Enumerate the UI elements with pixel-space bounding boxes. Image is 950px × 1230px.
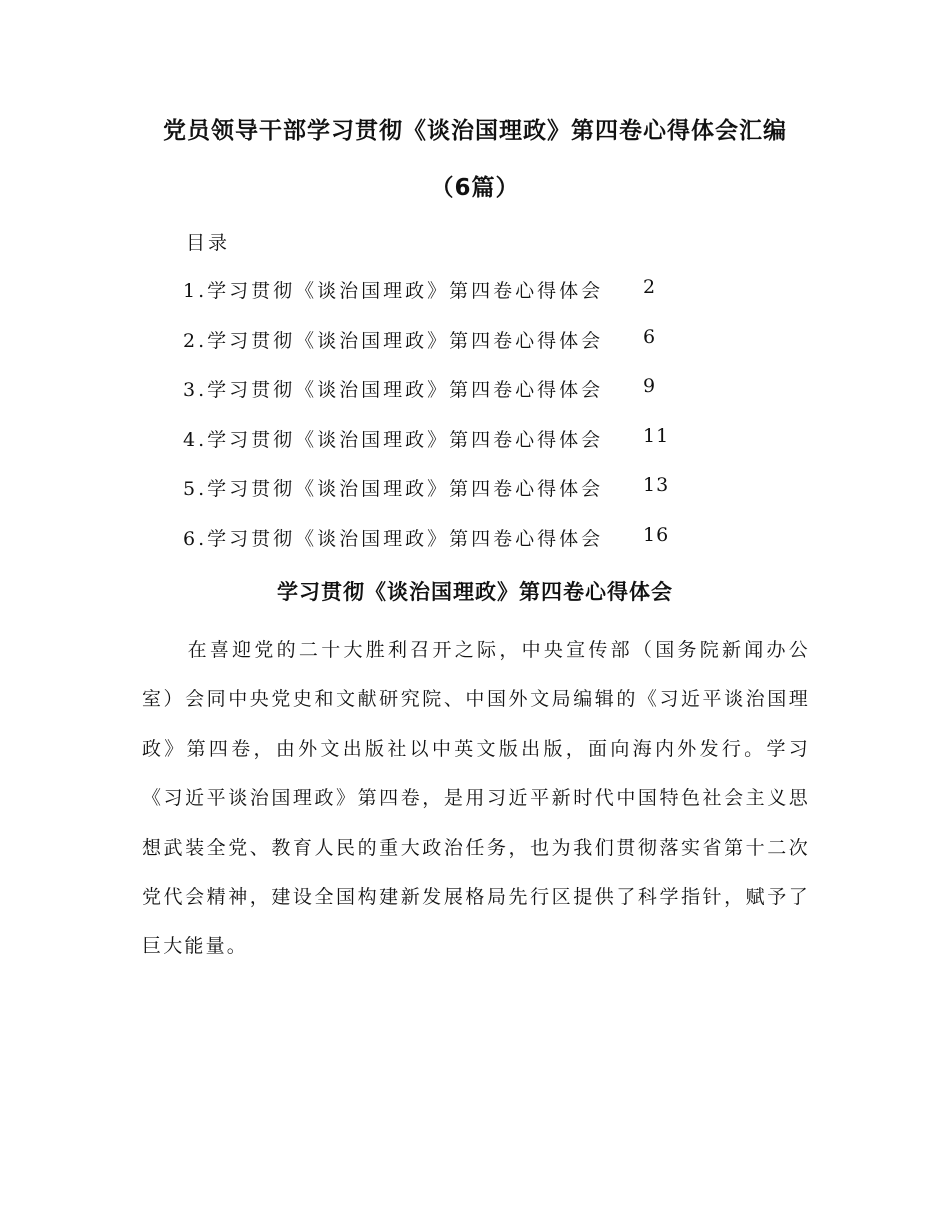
toc-item-label: 1.学习贯彻《谈治国理政》第四卷心得体会 bbox=[183, 280, 604, 302]
document-title-line2: （6篇） bbox=[430, 175, 520, 201]
toc-item-page: 13 bbox=[643, 474, 670, 497]
document-title-line1: 党员领导干部学习贯彻《谈治国理政》第四卷心得体会汇编 bbox=[163, 118, 787, 144]
toc-item[interactable] bbox=[183, 524, 703, 574]
toc-heading: 目录 bbox=[186, 232, 231, 254]
toc-item[interactable] bbox=[183, 276, 703, 326]
toc-item[interactable] bbox=[183, 425, 703, 475]
toc-item-page: 16 bbox=[643, 523, 670, 546]
toc-item[interactable] bbox=[183, 474, 703, 524]
toc-item-label: 5.学习贯彻《谈治国理政》第四卷心得体会 bbox=[183, 478, 604, 501]
toc-item-page: 9 bbox=[643, 375, 657, 398]
toc-item-label: 4.学习贯彻《谈治国理政》第四卷心得体会 bbox=[183, 428, 604, 451]
toc-item-label: 2.学习贯彻《谈治国理政》第四卷心得体会 bbox=[183, 329, 604, 352]
toc-item-page: 2 bbox=[643, 276, 657, 298]
toc-item-label: 3.学习贯彻《谈治国理政》第四卷心得体会 bbox=[183, 379, 604, 402]
toc-item-page: 11 bbox=[643, 424, 670, 447]
toc-item-page: 6 bbox=[643, 325, 657, 348]
table-of-contents bbox=[183, 276, 703, 574]
toc-item[interactable] bbox=[183, 326, 703, 376]
body-paragraph: 在喜迎党的二十大胜利召开之际，中央宣传部（国务院新闻办公室）会同中央党史和文献研究院、中国外文局编辑的《习近平谈治国理政》第四卷，由外文出版社以中英文版出版，面向海内外发行。学习《习近平谈治国理政》第四卷，是用习近平新时代中国特色社会主义思想武装全党、教育人民的重大政治任务，也为我们贯彻落实省第十二次党代会精神，建设全国构建新发展格局先行区提供了科学指针，赋予了巨大能量。 bbox=[142, 639, 810, 958]
toc-item[interactable] bbox=[183, 375, 703, 425]
section-title: 学习贯彻《谈治国理政》第四卷心得体会 bbox=[277, 580, 673, 604]
toc-item-label: 6.学习贯彻《谈治国理政》第四卷心得体会 bbox=[183, 527, 604, 550]
